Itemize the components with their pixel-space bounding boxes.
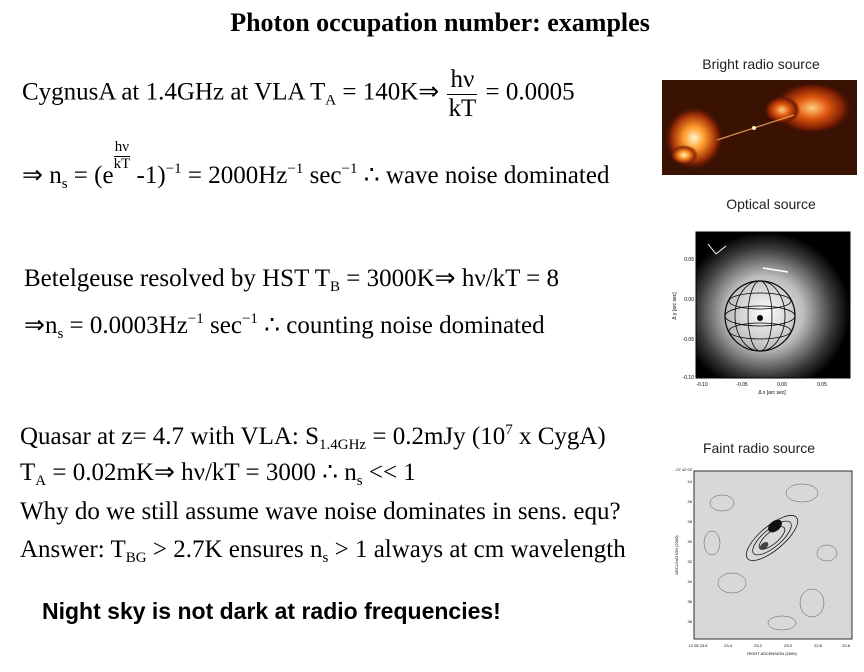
x-tick: 23.0	[784, 643, 792, 648]
betelgeuse-equation: Betelgeuse resolved by HST $T_B$ = 3000K⇒ hν/kT = 8	[24, 265, 560, 295]
x-tick: 22.6	[842, 643, 850, 648]
y-tick: 24	[687, 479, 692, 484]
answer-text: Answer: $T_{BG} > 2.7K$ ensures $n_s > 1$ always at cm wavelength	[20, 536, 626, 566]
y-axis-label: Δ y [arc sec]	[672, 292, 678, 320]
y-tick: 36	[687, 599, 692, 604]
y-tick: 28	[687, 519, 692, 524]
exponent-fraction: $\frac{h\nu}{kT}$	[113, 139, 131, 172]
y-tick: 0.05	[684, 257, 694, 263]
y-tick: 38	[687, 619, 692, 624]
top-tick: -07 42 02	[675, 467, 692, 472]
night-sky-statement: Night sky is not dark at radio frequencies!	[42, 598, 501, 624]
faint-radio-contour-plot	[672, 463, 858, 663]
y-tick: -0.10	[682, 375, 694, 381]
quasar-equation: Quasar at z= 4.7 with VLA: $S_{1.4GHz} = 0.2mJy$ ($10^7$ x CygA)	[20, 422, 606, 453]
optical-source-plot	[668, 226, 858, 398]
x-tick: 23.4	[724, 643, 732, 648]
x-tick: 12 05 23.6	[688, 643, 708, 648]
bright-radio-image	[662, 80, 857, 175]
cygnus-equation: CygnusA at 1.4GHz at VLA $T_A$ = 140K⇒ $\frac{h\nu}{kT}$ = 0.0005	[22, 66, 575, 122]
x-axis-label: Δ x [arc sec]	[758, 390, 786, 396]
hv-over-kt-fraction: $\frac{h\nu}{kT}$	[448, 66, 477, 122]
x-tick: 0.00	[777, 382, 787, 388]
y-tick: -0.05	[682, 337, 694, 343]
x-tick: 0.05	[817, 382, 827, 388]
optical-source-caption: Optical source	[726, 196, 816, 212]
x-axis-label: RIGHT ASCENSION (2000)	[747, 651, 797, 656]
betelgeuse-occupation-equation: $\Rightarrow n_s = 0.0003Hz^{-1}$ $\sec^{-1}$ ∴ counting noise dominated	[24, 311, 545, 342]
y-tick: 0.00	[684, 297, 694, 303]
y-axis-label: DECLINATION (2000)	[674, 535, 679, 575]
x-tick: -0.10	[696, 382, 708, 388]
y-tick: 34	[687, 579, 692, 584]
cygnus-occupation-equation: ⇒ $n_s = (e$ $\frac{h\nu}{kT}$ $-1)^{-1} = 2000Hz^{-1}$ $\sec^{-1}$ ∴ wave noise dominated	[22, 139, 610, 192]
slide-title: Photon occupation number: examples	[230, 8, 650, 37]
faint-radio-caption: Faint radio source	[702, 440, 816, 456]
bright-radio-caption: Bright radio source	[702, 56, 820, 72]
y-tick: 26	[687, 499, 692, 504]
y-tick: 30	[687, 539, 692, 544]
x-tick: -0.05	[736, 382, 748, 388]
y-tick: 32	[687, 559, 692, 564]
x-tick: 23.2	[754, 643, 762, 648]
question-text: Why do we still assume wave noise dominates in sens. equ?	[20, 498, 621, 525]
quasar-temperature-equation: $T_A$ = 0.02mK⇒ hν/kT = 3000 ∴ $n_s << 1$	[20, 459, 416, 489]
x-tick: 22.8	[814, 643, 822, 648]
